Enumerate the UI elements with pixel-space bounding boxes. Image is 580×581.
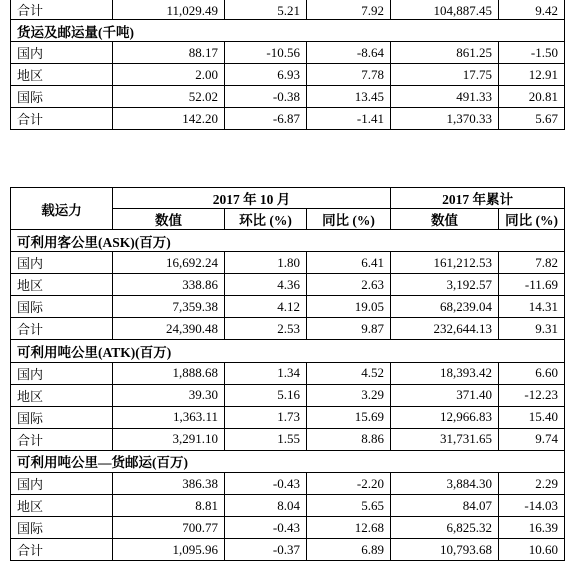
cell-value: 1,888.68 bbox=[113, 362, 225, 384]
cell-value: 8.86 bbox=[307, 428, 391, 450]
table-row bbox=[11, 517, 565, 539]
cell-value: 14.31 bbox=[499, 296, 565, 318]
cell-value: 491.33 bbox=[391, 86, 499, 108]
cell-value: 31,731.65 bbox=[391, 428, 499, 450]
cell-value: 2.53 bbox=[225, 318, 307, 340]
cell-value: 5.65 bbox=[307, 495, 391, 517]
cell-value: 9.74 bbox=[499, 428, 565, 450]
cell-value: 2.29 bbox=[499, 473, 565, 495]
cell-value: -6.87 bbox=[225, 108, 307, 130]
row-label: 地区 bbox=[11, 384, 113, 406]
cell-value: 19.05 bbox=[307, 296, 391, 318]
row-label: 合计 bbox=[11, 0, 113, 20]
table-row bbox=[11, 318, 565, 340]
row-label: 国内 bbox=[11, 252, 113, 274]
section-row bbox=[11, 230, 565, 252]
capacity-caption: 载运力 bbox=[11, 188, 113, 230]
cell-value: 52.02 bbox=[113, 86, 225, 108]
cell-value: 10.60 bbox=[499, 539, 565, 561]
cell-value: 12.91 bbox=[499, 64, 565, 86]
cell-value: 6.41 bbox=[307, 252, 391, 274]
row-label: 合计 bbox=[11, 108, 113, 130]
cell-value: 3.29 bbox=[307, 384, 391, 406]
cell-value: 4.12 bbox=[225, 296, 307, 318]
table-row bbox=[11, 539, 565, 561]
cell-value: 13.45 bbox=[307, 86, 391, 108]
cell-value: 18,393.42 bbox=[391, 362, 499, 384]
section-row bbox=[11, 340, 565, 362]
cell-value: 142.20 bbox=[113, 108, 225, 130]
cell-value: -0.43 bbox=[225, 517, 307, 539]
cell-value: 9.31 bbox=[499, 318, 565, 340]
cell-value: 88.17 bbox=[113, 42, 225, 64]
cell-value: 16.39 bbox=[499, 517, 565, 539]
header-oct-2017: 2017 年 10 月 bbox=[113, 188, 391, 209]
row-label: 国内 bbox=[11, 42, 113, 64]
cell-value: 12.68 bbox=[307, 517, 391, 539]
cell-value: 9.42 bbox=[499, 0, 565, 20]
cell-value: 16,692.24 bbox=[113, 252, 225, 274]
cell-value: 1,370.33 bbox=[391, 108, 499, 130]
row-label: 地区 bbox=[11, 64, 113, 86]
row-label: 合计 bbox=[11, 539, 113, 561]
row-label: 国际 bbox=[11, 296, 113, 318]
cell-value: 1.34 bbox=[225, 362, 307, 384]
cell-value: 20.81 bbox=[499, 86, 565, 108]
cell-value: 15.40 bbox=[499, 406, 565, 428]
subheader-value: 数值 bbox=[113, 209, 225, 230]
table-row bbox=[11, 473, 565, 495]
cell-value: 371.40 bbox=[391, 384, 499, 406]
cell-value: 24,390.48 bbox=[113, 318, 225, 340]
table-row bbox=[11, 428, 565, 450]
table-row bbox=[11, 495, 565, 517]
cell-value: 861.25 bbox=[391, 42, 499, 64]
cell-value: 386.38 bbox=[113, 473, 225, 495]
row-label: 合计 bbox=[11, 428, 113, 450]
subheader-mom: 环比 (%) bbox=[225, 209, 307, 230]
cell-value: 1.55 bbox=[225, 428, 307, 450]
cell-value: 2.63 bbox=[307, 274, 391, 296]
cell-value: 9.87 bbox=[307, 318, 391, 340]
header-ytd-2017: 2017 年累计 bbox=[391, 188, 565, 209]
cell-value: -14.03 bbox=[499, 495, 565, 517]
cell-value: 1.80 bbox=[225, 252, 307, 274]
table-row bbox=[11, 42, 565, 64]
section-title: 货运及邮运量(千吨) bbox=[11, 20, 565, 42]
cell-value: 700.77 bbox=[113, 517, 225, 539]
cell-value: 3,884.30 bbox=[391, 473, 499, 495]
cell-value: 68,239.04 bbox=[391, 296, 499, 318]
cell-value: 4.36 bbox=[225, 274, 307, 296]
table-row bbox=[11, 0, 565, 20]
cell-value: 232,644.13 bbox=[391, 318, 499, 340]
row-label: 国际 bbox=[11, 406, 113, 428]
cell-value: 6.60 bbox=[499, 362, 565, 384]
cell-value: 3,291.10 bbox=[113, 428, 225, 450]
cell-value: 4.52 bbox=[307, 362, 391, 384]
cell-value: -1.50 bbox=[499, 42, 565, 64]
subheader-ytd-value: 数值 bbox=[391, 209, 499, 230]
cell-value: 17.75 bbox=[391, 64, 499, 86]
table-row bbox=[11, 64, 565, 86]
cell-value: -10.56 bbox=[225, 42, 307, 64]
cell-value: 5.16 bbox=[225, 384, 307, 406]
cell-value: -8.64 bbox=[307, 42, 391, 64]
cell-value: -11.69 bbox=[499, 274, 565, 296]
table-row bbox=[11, 406, 565, 428]
table-row bbox=[11, 362, 565, 384]
cell-value: 39.30 bbox=[113, 384, 225, 406]
cell-value: 2.00 bbox=[113, 64, 225, 86]
section-row bbox=[11, 450, 565, 472]
cell-value: 5.21 bbox=[225, 0, 307, 20]
table-row bbox=[11, 296, 565, 318]
cell-value: 5.67 bbox=[499, 108, 565, 130]
cell-value: 6,825.32 bbox=[391, 517, 499, 539]
table-row bbox=[11, 252, 565, 274]
cell-value: 6.93 bbox=[225, 64, 307, 86]
cell-value: -1.41 bbox=[307, 108, 391, 130]
row-label: 国内 bbox=[11, 473, 113, 495]
cell-value: 10,793.68 bbox=[391, 539, 499, 561]
cell-value: -2.20 bbox=[307, 473, 391, 495]
row-label: 合计 bbox=[11, 318, 113, 340]
row-label: 地区 bbox=[11, 495, 113, 517]
cell-value: 12,966.83 bbox=[391, 406, 499, 428]
cell-value: -12.23 bbox=[499, 384, 565, 406]
cell-value: -0.37 bbox=[225, 539, 307, 561]
section-title: 可利用吨公里—货邮运(百万) bbox=[11, 450, 565, 472]
cell-value: 1,363.11 bbox=[113, 406, 225, 428]
cell-value: 8.81 bbox=[113, 495, 225, 517]
row-label: 国际 bbox=[11, 86, 113, 108]
cell-value: 15.69 bbox=[307, 406, 391, 428]
subheader-ytd-yoy: 同比 (%) bbox=[499, 209, 565, 230]
freight-table bbox=[10, 0, 565, 130]
section-row bbox=[11, 20, 565, 42]
cell-value: 338.86 bbox=[113, 274, 225, 296]
cell-value: 84.07 bbox=[391, 495, 499, 517]
table-row bbox=[11, 384, 565, 406]
table-row bbox=[11, 274, 565, 296]
cell-value: 8.04 bbox=[225, 495, 307, 517]
row-label: 地区 bbox=[11, 274, 113, 296]
capacity-table bbox=[10, 187, 565, 561]
cell-value: 1,095.96 bbox=[113, 539, 225, 561]
cell-value: 7,359.38 bbox=[113, 296, 225, 318]
cell-value: 3,192.57 bbox=[391, 274, 499, 296]
cell-value: 11,029.49 bbox=[113, 0, 225, 20]
cell-value: 104,887.45 bbox=[391, 0, 499, 20]
table-row bbox=[11, 108, 565, 130]
cell-value: -0.38 bbox=[225, 86, 307, 108]
subheader-yoy: 同比 (%) bbox=[307, 209, 391, 230]
cell-value: 161,212.53 bbox=[391, 252, 499, 274]
cell-value: -0.43 bbox=[225, 473, 307, 495]
table-row bbox=[11, 86, 565, 108]
section-title: 可利用客公里(ASK)(百万) bbox=[11, 230, 565, 252]
cell-value: 6.89 bbox=[307, 539, 391, 561]
cell-value: 7.82 bbox=[499, 252, 565, 274]
row-label: 国际 bbox=[11, 517, 113, 539]
cell-value: 7.78 bbox=[307, 64, 391, 86]
section-title: 可利用吨公里(ATK)(百万) bbox=[11, 340, 565, 362]
cell-value: 7.92 bbox=[307, 0, 391, 20]
cell-value: 1.73 bbox=[225, 406, 307, 428]
row-label: 国内 bbox=[11, 362, 113, 384]
